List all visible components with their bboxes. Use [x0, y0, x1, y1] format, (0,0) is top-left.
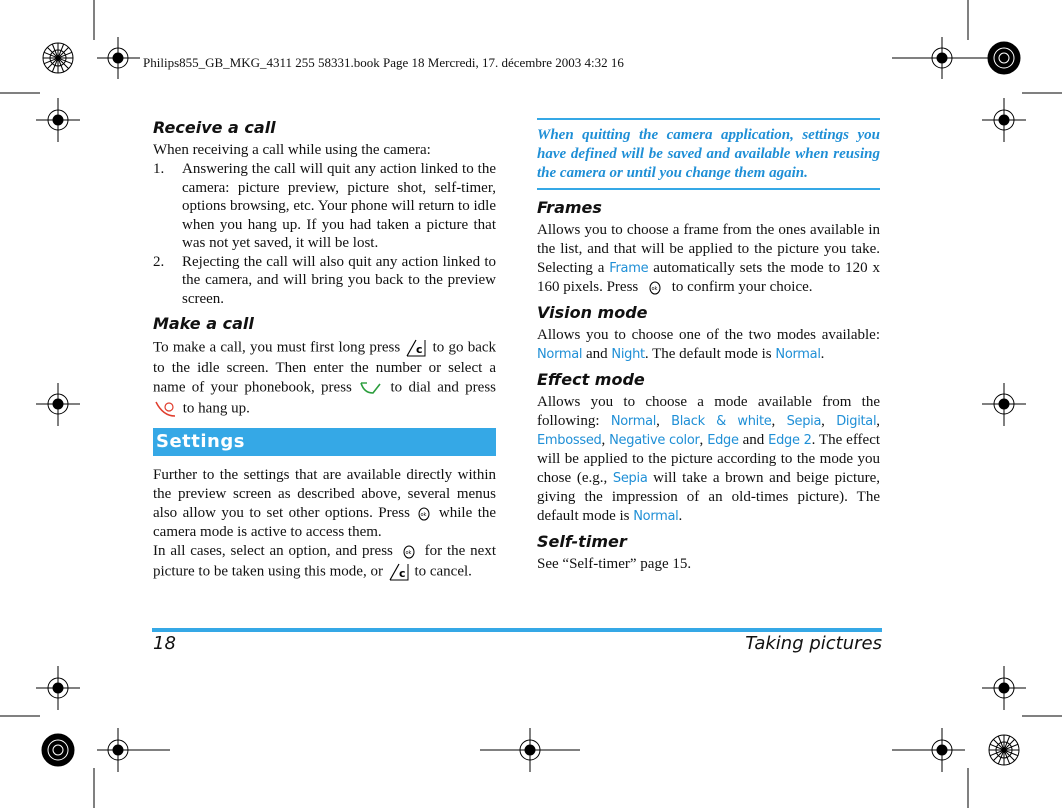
ok-key-icon — [398, 544, 420, 560]
book-info-header: Philips855_GB_MKG_4311 255 58331.book Page 18 Mercredi, 17. décembre 2003 4:32 16 — [143, 55, 624, 70]
starburst-mark-icon — [989, 735, 1019, 765]
c-key-icon — [404, 337, 428, 359]
vision-mode-paragraph: Allows you to choose one of the two modes available: Normal and Night. The default mode is Normal. — [537, 327, 880, 362]
svg-text:c: c — [398, 567, 406, 580]
effect-mode-paragraph: Allows you to choose a mode available from the following: Normal, Black & white, Sepia, Digital, Embossed, Negative color, Edge and Edge 2. The effect will be applied to the picture according to the mode you chose (e.g., Sepia will take a brown and beige picture, giving the impression of an old-times picture). The default mode is Normal. — [537, 394, 881, 524]
starburst-mark-icon — [988, 42, 1020, 74]
list-number: 2. — [153, 253, 165, 270]
receive-call-heading: Receive a call — [153, 118, 276, 137]
registration-target-icon — [97, 728, 170, 772]
c-key-icon — [387, 561, 411, 583]
settings-section-bar: Settings — [153, 428, 496, 456]
chapter-title: Taking pictures — [745, 633, 882, 654]
settings-paragraph-1: Further to the settings that are available directly within the preview screen as described above, several menus also allow you to set other options. Press ok while the camera mode is active to access them. — [153, 467, 497, 540]
settings-paragraph-2: In all cases, select an option, and press ok for the next picture to be taken using this mode, or c to cancel. — [153, 542, 496, 583]
right-column — [537, 118, 880, 574]
starburst-mark-icon — [42, 734, 74, 766]
receive-call-list — [153, 160, 496, 308]
registration-target-icon — [982, 383, 1026, 426]
registration-target-icon — [892, 37, 993, 79]
svg-text:ok: ok — [405, 549, 412, 556]
left-column — [153, 118, 496, 583]
frames-paragraph: Allows you to choose a frame from the ones available in the list, and that will be applied to the picture you take. Selecting a Frame automatically sets the mode to 120 x 160 pixels. Press ok to confirm your choice. — [537, 222, 881, 295]
registration-target-icon — [892, 728, 965, 772]
list-item-text: Answering the call will quit any action linked to the camera: picture preview, picture shot, self-timer, options browsing, etc. Your phone will return to idle when you hang up. If you had taken a picture that was not yet saved, it will be lost. — [182, 161, 496, 251]
self-timer-heading: Self-timer — [537, 532, 627, 551]
note-text: When quitting the camera application, settings you have defined will be saved and available when reusing the camera or until you change them again. — [537, 127, 880, 181]
registration-target-icon — [982, 98, 1026, 142]
registration-target-icon — [36, 666, 80, 710]
make-call-paragraph: To make a call, you must first long press c to go back to the idle screen. Then enter the number or select a name of your phonebook, press to dial and press to hang up. — [153, 337, 496, 420]
starburst-mark-icon — [43, 43, 73, 73]
frames-heading: Frames — [537, 198, 602, 217]
list-number: 1. — [153, 161, 165, 177]
list-item — [153, 253, 496, 309]
registration-target-icon — [36, 98, 80, 142]
ok-key-icon — [642, 280, 668, 296]
page-number: 18 — [153, 633, 176, 654]
self-timer-paragraph: See “Self-timer” page 15. — [537, 556, 692, 572]
footer-rule — [152, 628, 882, 632]
receive-call-intro: When receiving a call while using the camera: — [153, 142, 431, 158]
hangup-key-icon — [153, 398, 179, 420]
vision-mode-heading: Vision mode — [537, 303, 648, 322]
registration-target-icon — [480, 728, 580, 772]
frame-keyword: Frame — [609, 261, 649, 276]
list-item-text: Rejecting the call will also quit any action linked to the camera, and will bring you back to the preview screen. — [182, 253, 496, 307]
make-call-heading: Make a call — [153, 314, 254, 333]
svg-text:ok: ok — [651, 285, 658, 292]
ok-key-icon — [415, 506, 433, 522]
effect-mode-heading: Effect mode — [537, 370, 645, 389]
svg-text:c: c — [416, 343, 423, 356]
call-key-icon — [358, 378, 384, 398]
list-item — [153, 160, 496, 253]
registration-target-icon — [982, 666, 1026, 710]
registration-target-icon — [36, 383, 80, 426]
svg-text:ok: ok — [420, 511, 427, 518]
registration-target-icon — [97, 37, 140, 79]
settings-note — [537, 118, 880, 190]
